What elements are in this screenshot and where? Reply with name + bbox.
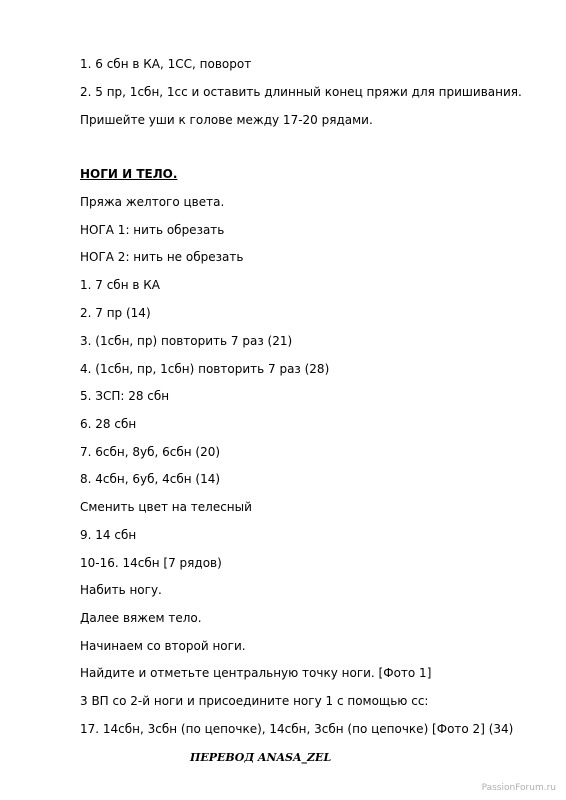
pattern-line: 2. 5 пр, 1сбн, 1сс и оставить длинный конец пряжи для пришивания. [80, 85, 522, 99]
pattern-line: 7. 6сбн, 8уб, 6сбн (20) [80, 445, 221, 459]
pattern-line: Найдите и отметьте центральную точку ноги. [Фото 1] [80, 666, 432, 680]
pattern-line: 2. 7 пр (14) [80, 306, 151, 320]
pattern-line: 3. (1сбн, пр) повторить 7 раз (21) [80, 334, 293, 348]
pattern-line: НОГА 2: нить не обрезать [80, 250, 244, 264]
translator-credit: ПЕРЕВОД ANASA_ZEL [190, 751, 332, 764]
pattern-line: 3 ВП со 2-й ноги и присоедините ногу 1 с помощью сс: [80, 694, 429, 708]
pattern-line: 1. 7 сбн в КА [80, 278, 160, 292]
pattern-line: 5. ЗСП: 28 сбн [80, 389, 170, 403]
pattern-line: 6. 28 сбн [80, 417, 137, 431]
pattern-line: Начинаем со второй ноги. [80, 639, 246, 653]
section-heading: НОГИ И ТЕЛО. [80, 167, 178, 181]
pattern-line: 4. (1сбн, пр, 1сбн) повторить 7 раз (28) [80, 362, 330, 376]
pattern-line: Далее вяжем тело. [80, 611, 202, 625]
pattern-line: 8. 4сбн, 6уб, 4сбн (14) [80, 472, 221, 486]
pattern-line: Пряжа желтого цвета. [80, 195, 225, 209]
pattern-line: 17. 14сбн, 3сбн (по цепочке), 14сбн, 3сбн (по цепочке) [Фото 2] (34) [80, 722, 514, 736]
pattern-line: 9. 14 сбн [80, 528, 137, 542]
pattern-line: Набить ногу. [80, 583, 162, 597]
watermark: PassionForum.ru [481, 783, 556, 793]
pattern-line: Сменить цвет на телесный [80, 500, 252, 514]
pattern-line: Пришейте уши к голове между 17-20 рядами. [80, 113, 373, 127]
pattern-line: НОГА 1: нить обрезать [80, 223, 225, 237]
pattern-line: 1. 6 сбн в КА, 1СС, поворот [80, 57, 252, 71]
pattern-line: 10-16. 14сбн [7 рядов) [80, 556, 222, 570]
